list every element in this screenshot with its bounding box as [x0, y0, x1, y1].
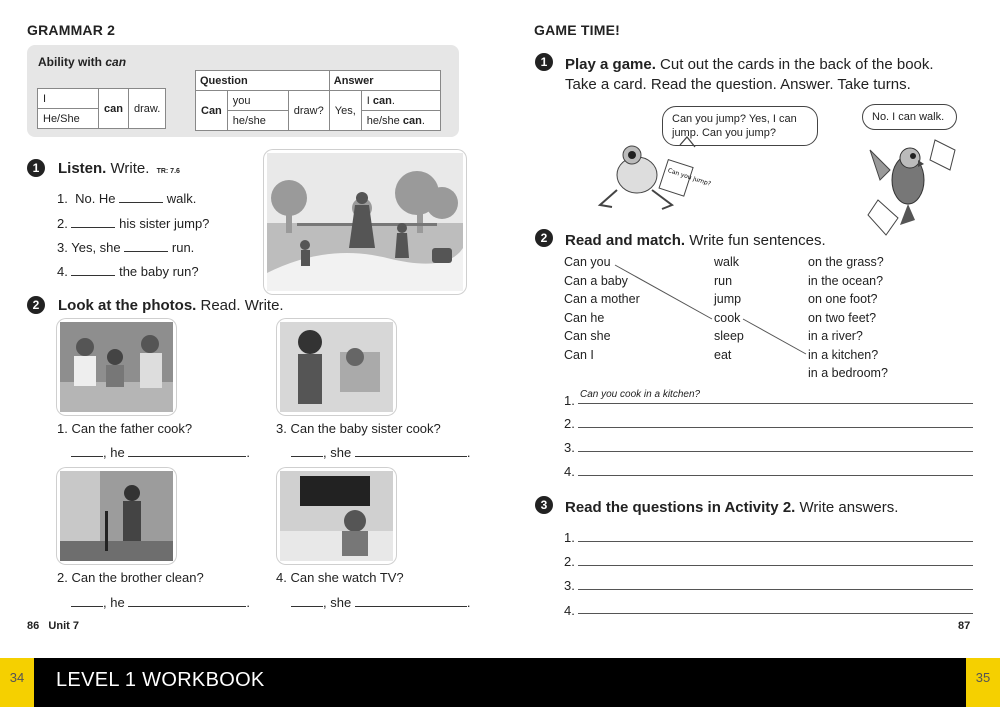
- header-answer: Answer: [329, 71, 440, 91]
- speech-bubble-frog: Can you jump? Yes, I can jump. Can you jump?: [662, 106, 818, 146]
- cell-q-you: you: [227, 91, 288, 111]
- line-number: 1.: [564, 530, 575, 545]
- writing-line[interactable]: [578, 427, 973, 428]
- track-label: TR: 7.6: [156, 168, 180, 175]
- cell-q-draw: draw?: [288, 91, 329, 131]
- question-4: 4. Can she watch TV?: [276, 570, 404, 585]
- blank-line[interactable]: [128, 456, 246, 457]
- activity-title: Look at the photos. Read. Write.: [58, 297, 284, 314]
- cell-i: I: [38, 89, 99, 109]
- photo-brother-cleaning: [60, 471, 173, 561]
- match-item[interactable]: on the grass?: [808, 255, 884, 269]
- writing-line[interactable]: [578, 475, 973, 476]
- speech-bubble-parrot: No. I can walk.: [862, 104, 957, 130]
- answer-row: , she .: [291, 445, 470, 460]
- writing-line[interactable]: [578, 541, 973, 542]
- blank-line[interactable]: [71, 227, 115, 228]
- activity-title: Read and match. Write fun sentences.: [565, 232, 826, 249]
- match-item[interactable]: Can a mother: [564, 292, 640, 306]
- blank-line[interactable]: [291, 456, 323, 457]
- writing-line[interactable]: [578, 451, 973, 452]
- match-item[interactable]: Can I: [564, 347, 594, 362]
- activity-badge: 2: [27, 296, 45, 314]
- grammar-table-statement: [37, 88, 166, 129]
- activity-badge: 2: [535, 229, 553, 247]
- line-number: 2.: [564, 416, 575, 431]
- activity-title: Read the questions in Activity 2. Write answers.: [565, 499, 899, 516]
- match-item[interactable]: in a bedroom?: [808, 366, 888, 380]
- question-3: 3. Can the baby sister cook?: [276, 421, 441, 436]
- activity-badge: 1: [535, 53, 553, 71]
- footer-page-left: 34: [0, 658, 34, 707]
- photo-watching-tv: [280, 471, 393, 561]
- writing-line[interactable]: [578, 565, 973, 566]
- page-footer-left: 86 Unit 7: [27, 620, 79, 632]
- cell-q-heshe: he/she: [227, 111, 288, 131]
- match-item[interactable]: Can he: [564, 310, 605, 325]
- blank-line[interactable]: [119, 202, 163, 203]
- cell-q-can: Can: [196, 91, 228, 131]
- grammar-box: [27, 45, 459, 137]
- blank-line[interactable]: [355, 456, 467, 457]
- writing-line[interactable]: [578, 589, 973, 590]
- example-answer: Can you cook in a kitchen?: [580, 389, 701, 400]
- cell-a-yes: Yes,: [329, 91, 361, 131]
- frog-illustration: [592, 135, 712, 215]
- page-footer-right: 87: [958, 620, 971, 632]
- section-title-game-time: GAME TIME!: [534, 22, 620, 38]
- blank-line[interactable]: [124, 251, 168, 252]
- match-item[interactable]: on one foot?: [808, 292, 878, 306]
- match-item[interactable]: jump: [714, 292, 742, 306]
- card-text: Can you jump?: [666, 167, 712, 188]
- match-item[interactable]: in the ocean?: [808, 273, 884, 288]
- answer-row: , he .: [71, 445, 250, 460]
- writing-line[interactable]: [578, 403, 973, 404]
- match-item[interactable]: Can she: [564, 329, 611, 343]
- blank-line[interactable]: [71, 275, 115, 276]
- footer-title: LEVEL 1 WORKBOOK: [56, 669, 265, 691]
- line-number: 4.: [564, 464, 575, 479]
- photo-father-cooking: [60, 322, 173, 412]
- match-item[interactable]: walk: [714, 255, 740, 269]
- question-1: 1. Can the father cook?: [57, 421, 193, 436]
- activity-title: Listen. Write. TR: 7.6: [58, 160, 180, 177]
- blank-line[interactable]: [355, 606, 467, 607]
- line-number: 4.: [564, 603, 575, 618]
- grammar-table-question: [195, 70, 441, 131]
- match-lines: [600, 262, 820, 362]
- section-title-grammar: GRAMMAR 2: [27, 22, 116, 38]
- match-item[interactable]: on two feet?: [808, 310, 877, 325]
- answer-row: , she .: [291, 595, 470, 610]
- line-number: 3.: [564, 578, 575, 593]
- cell-a-heshe-can: he/she can.: [361, 111, 440, 131]
- match-item[interactable]: Can a baby: [564, 273, 628, 288]
- activity-badge: 1: [27, 159, 45, 177]
- exercise-item: 4. the baby run?: [57, 264, 199, 279]
- blank-line[interactable]: [71, 456, 103, 457]
- match-item[interactable]: in a kitchen?: [808, 347, 879, 362]
- parrot-illustration: [860, 130, 960, 250]
- match-item[interactable]: Can you: [564, 255, 611, 269]
- line-number: 2.: [564, 554, 575, 569]
- line-number: 3.: [564, 440, 575, 455]
- answer-row: , he .: [71, 595, 250, 610]
- match-item[interactable]: in a river?: [808, 329, 863, 343]
- cell-draw: draw.: [128, 89, 165, 129]
- footer-page-right: 35: [966, 658, 1000, 707]
- cell-a-i-can: I can.: [361, 91, 440, 111]
- blank-line[interactable]: [291, 606, 323, 607]
- exercise-item: 2. his sister jump?: [57, 216, 210, 231]
- header-question: Question: [196, 71, 330, 91]
- grammar-box-title: Ability with can: [38, 55, 127, 69]
- exercise-item: 3. Yes, she run.: [57, 240, 195, 255]
- match-item[interactable]: cook: [714, 310, 741, 325]
- photo-baby-sister: [280, 322, 393, 412]
- exercise-item: 1. No. He walk.: [57, 191, 197, 206]
- question-2: 2. Can the brother clean?: [57, 570, 204, 585]
- activity-badge: 3: [535, 496, 553, 514]
- match-item[interactable]: sleep: [714, 329, 744, 343]
- blank-line[interactable]: [71, 606, 103, 607]
- line-number: 1.: [564, 393, 575, 408]
- writing-line[interactable]: [578, 613, 973, 614]
- cell-can: can: [99, 89, 129, 129]
- activity-title: Play a game. Cut out the cards in the back of the book. Take a card. Read the question. Answer. Take turns.: [565, 56, 934, 93]
- cell-heshe: He/She: [38, 109, 99, 129]
- blank-line[interactable]: [128, 606, 246, 607]
- match-item[interactable]: run: [714, 273, 733, 288]
- match-item[interactable]: eat: [714, 347, 732, 362]
- park-illustration: [267, 153, 463, 291]
